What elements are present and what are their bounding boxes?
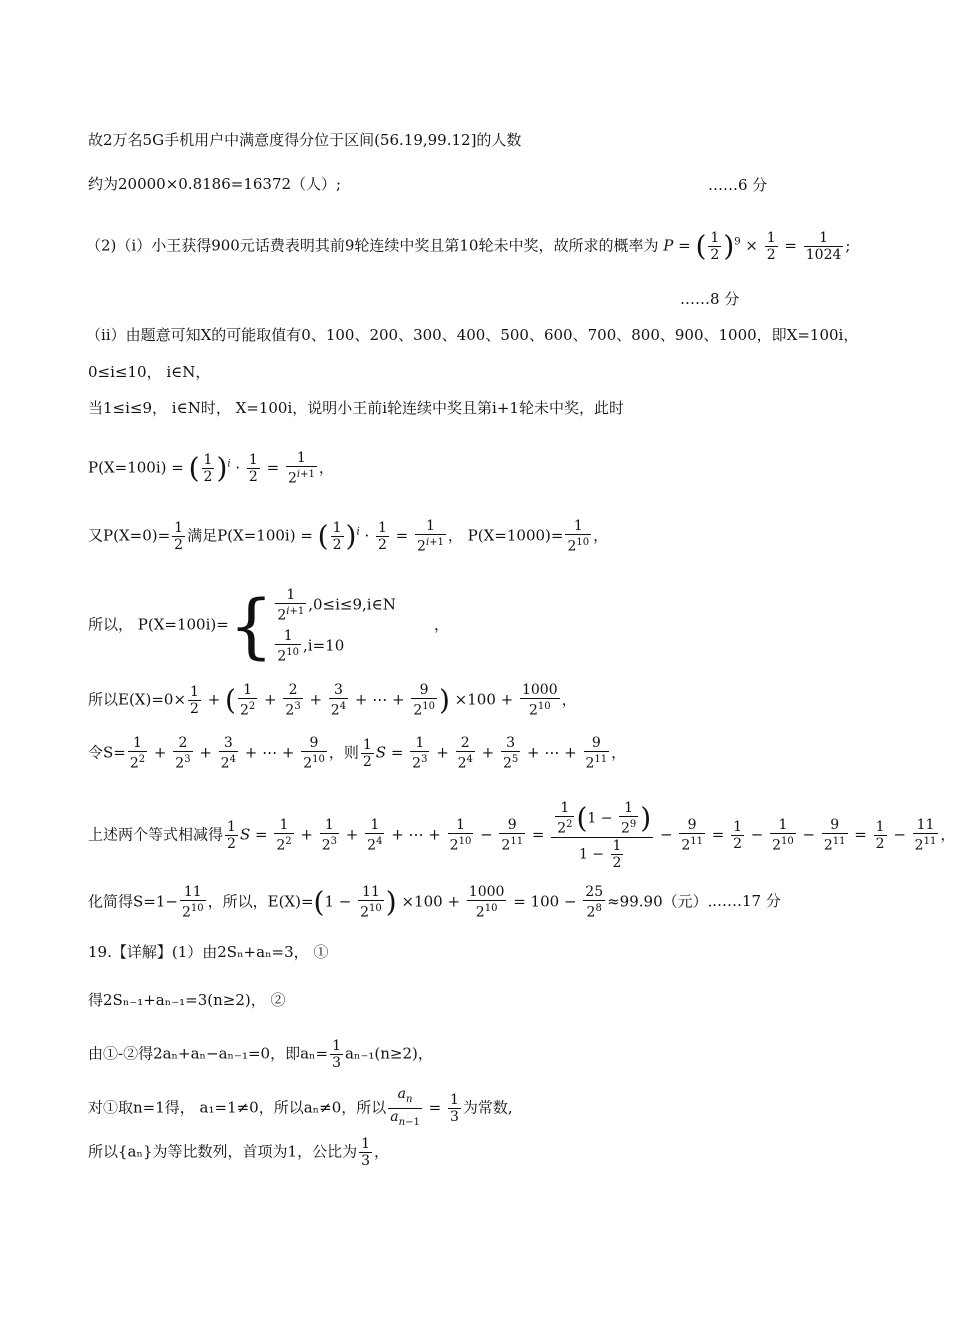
q19-3-tail: aₙ₋₁(n≥2)， [345, 1044, 433, 1063]
line-prob-zero: 又P(X=0)= $\frac{1}{2}$ 满足P(X=100i) = ( $\frac{1}{2}$ )$^i$ · $\frac{1}{2}$ = $\frac{1}{2^{i+1}}$ ， P(X=1000)= $\frac{1}{2^{10}}$ ， [88, 518, 609, 555]
part2-i-text: （2)（ⅰ）小王获得900元话费表明其前9轮连续中奖且第10轮未中奖，故所求的概率为 [86, 236, 659, 255]
score-6: ……6 分 [708, 176, 768, 194]
prob-zero-satisfy: 满足P(X=100i) [187, 526, 296, 545]
line-q19-3: 由①-②得2aₙ+aₙ−aₙ₋₁=0，即aₙ= $\frac{1}{3}$ aₙ₋₁(n≥2)， [88, 1038, 433, 1071]
line-estimate: 约为20000×0.8186=16372（人）; [88, 175, 342, 193]
line-q19-5: 所以{aₙ}为等比数列，首项为1，公比为 $\frac{1}{3}$ ， [88, 1136, 390, 1169]
line-piecewise: 所以， P(X=100i)={ $\frac{1}{2^{i+1}}$ ,0≤i≤9,i∈N $\frac{1}{2^{10}}$ ,i=10 ， [88, 584, 449, 667]
line-prob-i: P(X=100i) = ( $\frac{1}{2}$ )$^i$ · $\frac{1}{2}$ = $\frac{1}{2^{i+1}}$ ， [88, 450, 334, 487]
let-s-then: ，则 [328, 743, 359, 762]
line-condition: 当1≤i≤9， i∈N时， X=100i，说明小王前i轮连续中奖且第i+1轮未中奖，此时 [88, 399, 624, 417]
line-count-result: 故2万名5G手机用户中满意度得分位于区间(56.19,99.12]的人数 [88, 131, 522, 149]
case-2-cond: ,i=10 [303, 635, 345, 654]
line-simplify: 化简得S=1− $\frac{11}{2^{10}}$ ，所以，E(X)=(1 − $\frac{11}{2^{10}}$ ) ×100 + $\frac{1000}{2^{10}}$ = 100 − $\frac{25}{2^8}$ ≈99.90（元）. [88, 884, 713, 921]
line-subtract: 上述两个等式相减得 $\frac{1}{2}$ S = $\frac{1}{2^2}$ + $\frac{1}{2^3}$ + $\frac{1}{2^4}$ + ⋯ + $\frac{1}{2^{10}}$ − $\frac{9}{2^{11}}$ = $\frac{1}{2^2}$ (1 − $\frac{1}{2^9}$ ) 1 − $\frac{1}{2}$ − $\frac{9}{2^{11}}$ = $\frac{1}{2}$ − $\frac{1}{2^{10}}$ − $\frac{9}{2^{11}}$ = $\frac{1}{2}$ − $\frac{11}{2^{11}}$ ， [88, 800, 955, 871]
line-range: 0≤i≤10， i∈N， [88, 363, 211, 381]
simplify-text: 化简得S=1− [88, 892, 178, 911]
q19-4-text: 对①取n=1得， a₁=1≠0，所以aₙ≠0，所以 [88, 1098, 387, 1117]
simplify-so: ，所以，E(X)= [207, 892, 314, 911]
line-q19-2: 得2Sₙ₋₁+aₙ₋₁=3(n≥2)， ② [88, 991, 286, 1009]
q19-5-tail: ， [374, 1142, 390, 1161]
let-s-lhs: 令S= [88, 743, 126, 762]
line-part2-i: （2)（ⅰ）小王获得900元话费表明其前9轮连续中奖且第10轮未中奖，故所求的概率为 P = ( $\frac{1}{2}$ )$^9$ × $\frac{1}{2}$ = $\frac{1}{1024}$ ; [86, 229, 851, 263]
piecewise-lhs: 所以， P(X=100i)= [88, 615, 229, 634]
subtract-text: 上述两个等式相减得 [88, 825, 224, 844]
expectation-lhs: 所以E(X)=0× [88, 690, 187, 709]
prob-i-lhs: P(X=100i) [88, 458, 167, 477]
q19-5-text: 所以{aₙ}为等比数列，首项为1，公比为 [88, 1142, 358, 1161]
line-let-s: 令S= $\frac{1}{2^2}$ + $\frac{2}{2^3}$ + $\frac{3}{2^4}$ + ⋯ + $\frac{9}{2^{10}}$ ，则 $\frac{1}{2}$ S = $\frac{1}{2^3}$ + $\frac{2}{2^4}$ + $\frac{3}{2^5}$ + ⋯ + $\frac{9}{2^{11}}$ ， [88, 735, 627, 772]
line-q19-4: 对①取n=1得， a₁=1≠0，所以aₙ≠0，所以 $\frac{a_n}{a_{n-1}}$ = $\frac{1}{3}$ 为常数, [88, 1086, 513, 1131]
q19-4-tail: 为常数, [462, 1098, 513, 1117]
score-17: ……17 分 [712, 892, 781, 910]
line-expectation: 所以E(X)=0× $\frac{1}{2}$ + ( $\frac{1}{2^2}$ + $\frac{2}{2^3}$ + $\frac{3}{2^4}$ + ⋯ + $\frac{9}{2^{10}}$ ) ×100 + $\frac{1000}{2^{10}}$ ， [88, 682, 577, 719]
line-q19-1: 19.【详解】(1）由2Sₙ+aₙ=3， ① [88, 943, 329, 961]
line-part2-ii: （ⅱ）由题意可知X的可能取值有0、100、200、300、400、500、600、700、800、900、1000，即X=100i， [86, 326, 859, 344]
q19-3-text: 由①-②得2aₙ+aₙ−aₙ₋₁=0，即aₙ= [88, 1044, 329, 1063]
simplify-result: ≈99.90（元）. [607, 892, 713, 911]
prob-1000-lhs: P(X=1000)= [467, 526, 564, 545]
prob-zero-lhs: 又P(X=0)= [88, 526, 171, 545]
case-1-cond: ,0≤i≤9,i∈N [308, 595, 396, 614]
score-8: ……8 分 [680, 290, 740, 308]
